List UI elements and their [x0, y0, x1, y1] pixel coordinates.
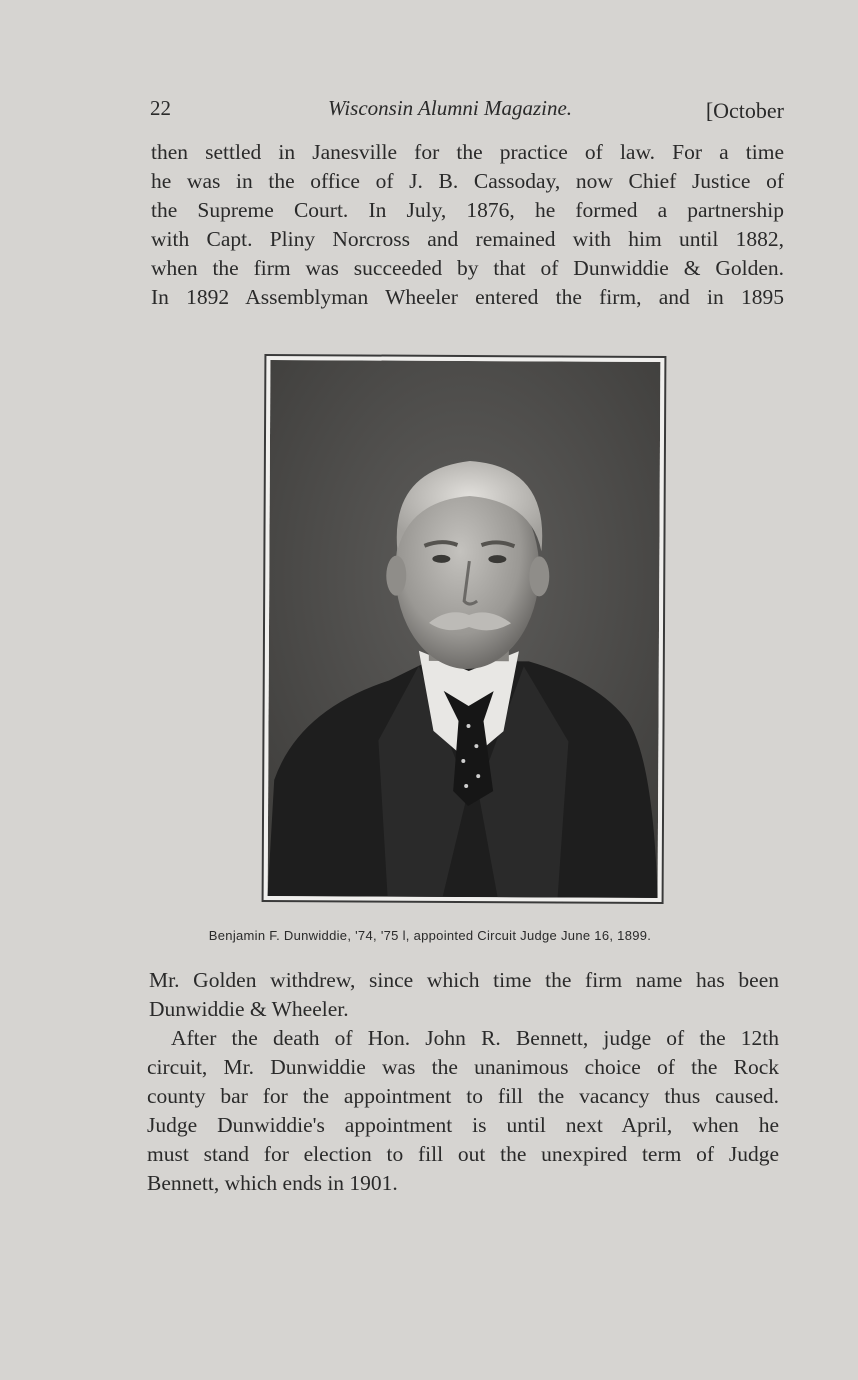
text-line: circuit, Mr. Dunwiddie was the unanimous choice of the Rock	[147, 1055, 779, 1079]
text-line: he was in the office of J. B. Cassoday, now Chief Justice of	[151, 169, 784, 193]
text-line: Bennett, which ends in 1901.	[147, 1171, 398, 1195]
paragraph-bottom-1	[149, 966, 779, 1024]
text-line: then settled in Janesville for the practice of law. For a time	[151, 140, 784, 164]
issue-month: [October	[705, 98, 784, 123]
portrait-caption: Benjamin F. Dunwiddie, '74, '75 l, appointed Circuit Judge June 16, 1899.	[208, 928, 652, 943]
page-number: 22	[150, 96, 171, 120]
text-line: when the firm was succeeded by that of Dunwiddie & Golden.	[151, 256, 784, 280]
portrait-photo	[262, 354, 667, 904]
paragraph-bottom-2	[147, 1024, 779, 1198]
text-line: Mr. Golden withdrew, since which time the firm name has been	[149, 968, 779, 992]
text-line: must stand for election to fill out the unexpired term of Judge	[147, 1142, 779, 1166]
text-line: After the death of Hon. John R. Bennett, judge of the 12th	[171, 1026, 779, 1050]
text-line: Dunwiddie & Wheeler.	[149, 997, 349, 1021]
text-line: with Capt. Pliny Norcross and remained with him until 1882,	[151, 227, 784, 251]
text-line: the Supreme Court. In July, 1876, he formed a partnership	[151, 198, 784, 222]
text-line: Judge Dunwiddie's appointment is until next April, when he	[147, 1113, 779, 1137]
paragraph-top	[151, 138, 784, 312]
text-line: county bar for the appointment to fill the vacancy thus caused.	[147, 1084, 779, 1108]
page-header	[150, 92, 784, 128]
text-line: In 1892 Assemblyman Wheeler entered the firm, and in 1895	[151, 285, 784, 309]
portrait-illustration	[268, 360, 661, 898]
journal-title: Wisconsin Alumni Magazine.	[328, 96, 573, 120]
